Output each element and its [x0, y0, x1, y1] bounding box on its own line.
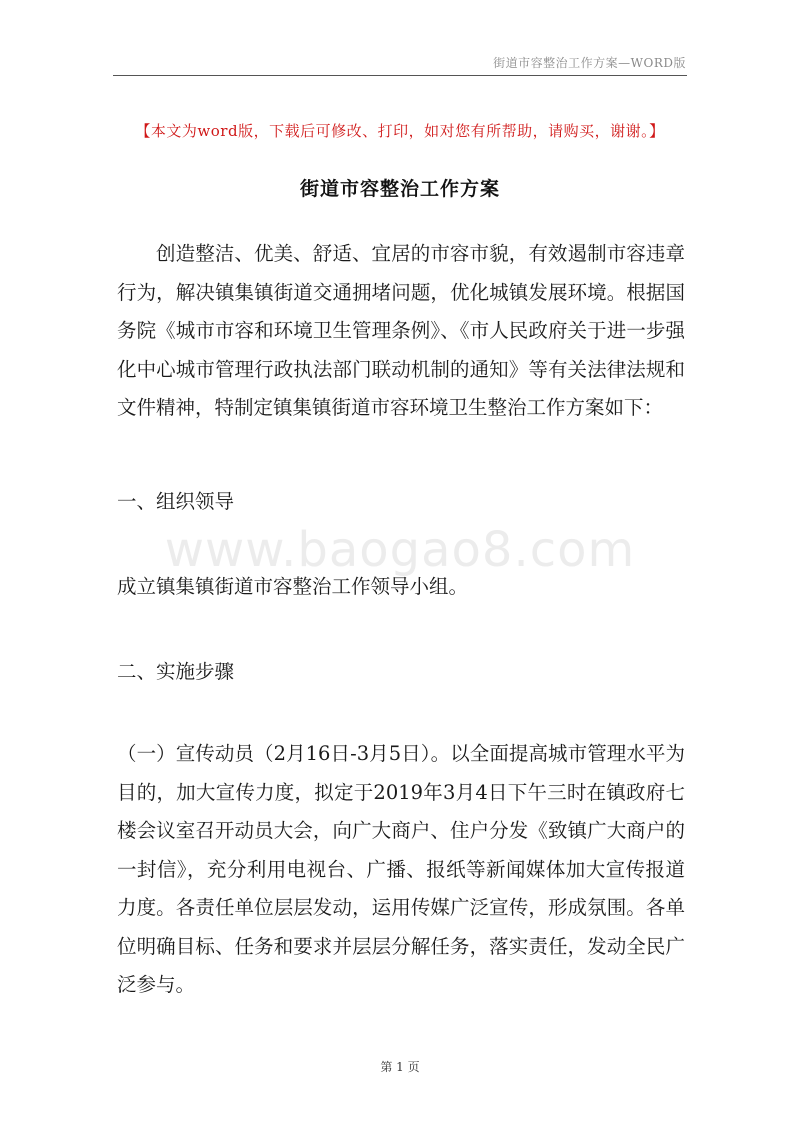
intro-paragraph: 创造整洁、优美、舒适、宜居的市容市貌，有效遏制市容违章行为，解决镇集镇街道交通拥堵问题，优化城镇发展环境。根据国务院《城市市容和环境卫生管理条例》、《市人民政府关于进一步强化中心城市管理行政执法部门联动机制的通知》等有关法律法规和文件精神，特制定镇集镇街道市容环境卫生整治工作方案如下：	[117, 242, 685, 419]
watermark: www.baogao8.com	[164, 522, 636, 578]
section-heading-steps: 二、实施步骤	[117, 660, 235, 683]
page-number: 第 1 页	[380, 1060, 420, 1074]
document-title: 街道市容整治工作方案	[299, 178, 500, 200]
header-divider	[113, 75, 687, 76]
section-heading-organization: 一、组织领导	[117, 490, 235, 513]
publicity-paragraph: （一）宣传动员（2月16日-3月5日）。以全面提高城市管理水平为目的，加大宣传力度，拟定于2019年3月4日下午三时在镇政府七楼会议室召开动员大会，向广大商户、住户分发《致镇广大商户的一封信》，充分利用电视台、广播、报纸等新闻媒体加大宣传报道力度。各责任单位层层发动，运用传媒广泛宣传，形成氛围。各单位明确目标、任务和要求并层层分解任务，落实责任，发动全民广泛参与。	[117, 742, 685, 996]
organization-paragraph: 成立镇集镇街道市容整治工作领导小组。	[117, 575, 469, 598]
download-notice: 【本文为word版，下载后可修改、打印，如对您有所帮助，请购买，谢谢。】	[135, 122, 665, 140]
page-header-text: 街道市容整治工作方案—WORD版	[493, 56, 686, 70]
